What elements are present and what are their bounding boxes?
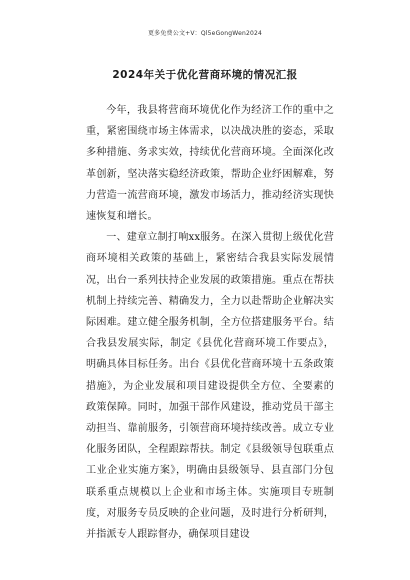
document-body [86,100,334,545]
paragraph-section-one: 一、建章立制打响xx服务。在深入贯彻上级优化营商环境相关政策的基础上，紧密结合我县实际发展情况，出台一系列扶持企业发展的政策措施。重点在帮扶机制上持续完善、精确发力，全力以赴帮助企业解决实际困难。建立健全服务机制，全方位搭建服务平台。结合我县发展实际，制定《县优化营商环境工作要点》，明确具体目标任务。出台《县优化营商环境十五条政策措施》，为企业发展和项目建设提供全方位、全要素的政策保障。同时，加强干部作风建设，推动党员干部主动担当、靠前服务，引领营商环境持续改善。成立专业化服务团队，全程跟踪帮扶。制定《县级领导包联重点工业企业实施方案》，明确由县级领导、县直部门分包联系重点规模以上企业和市场主体。实施项目专班制度，对服务专员反映的企业问题，及时进行分析研判，并指派专人跟踪督办，确保项目建设 [86,232,334,541]
header-note: 更多免费公文+V：Ql5eGongWen2024 [147,30,263,37]
paragraph-intro: 今年，我县将营商环境优化作为经济工作的重中之重，紧密围绕市场主体需求，以决战决胜的姿态，采取多种措施、务求实效，持续优化营商环境。全面深化改革创新，坚决落实稳经济政策，帮助企业纾困解难，努力营造一流营商环境，激发市场活力，推动经济实现快速恢复和增长。 [86,105,334,223]
document-title: 2024年关于优化营商环境的情况汇报 [112,69,298,81]
